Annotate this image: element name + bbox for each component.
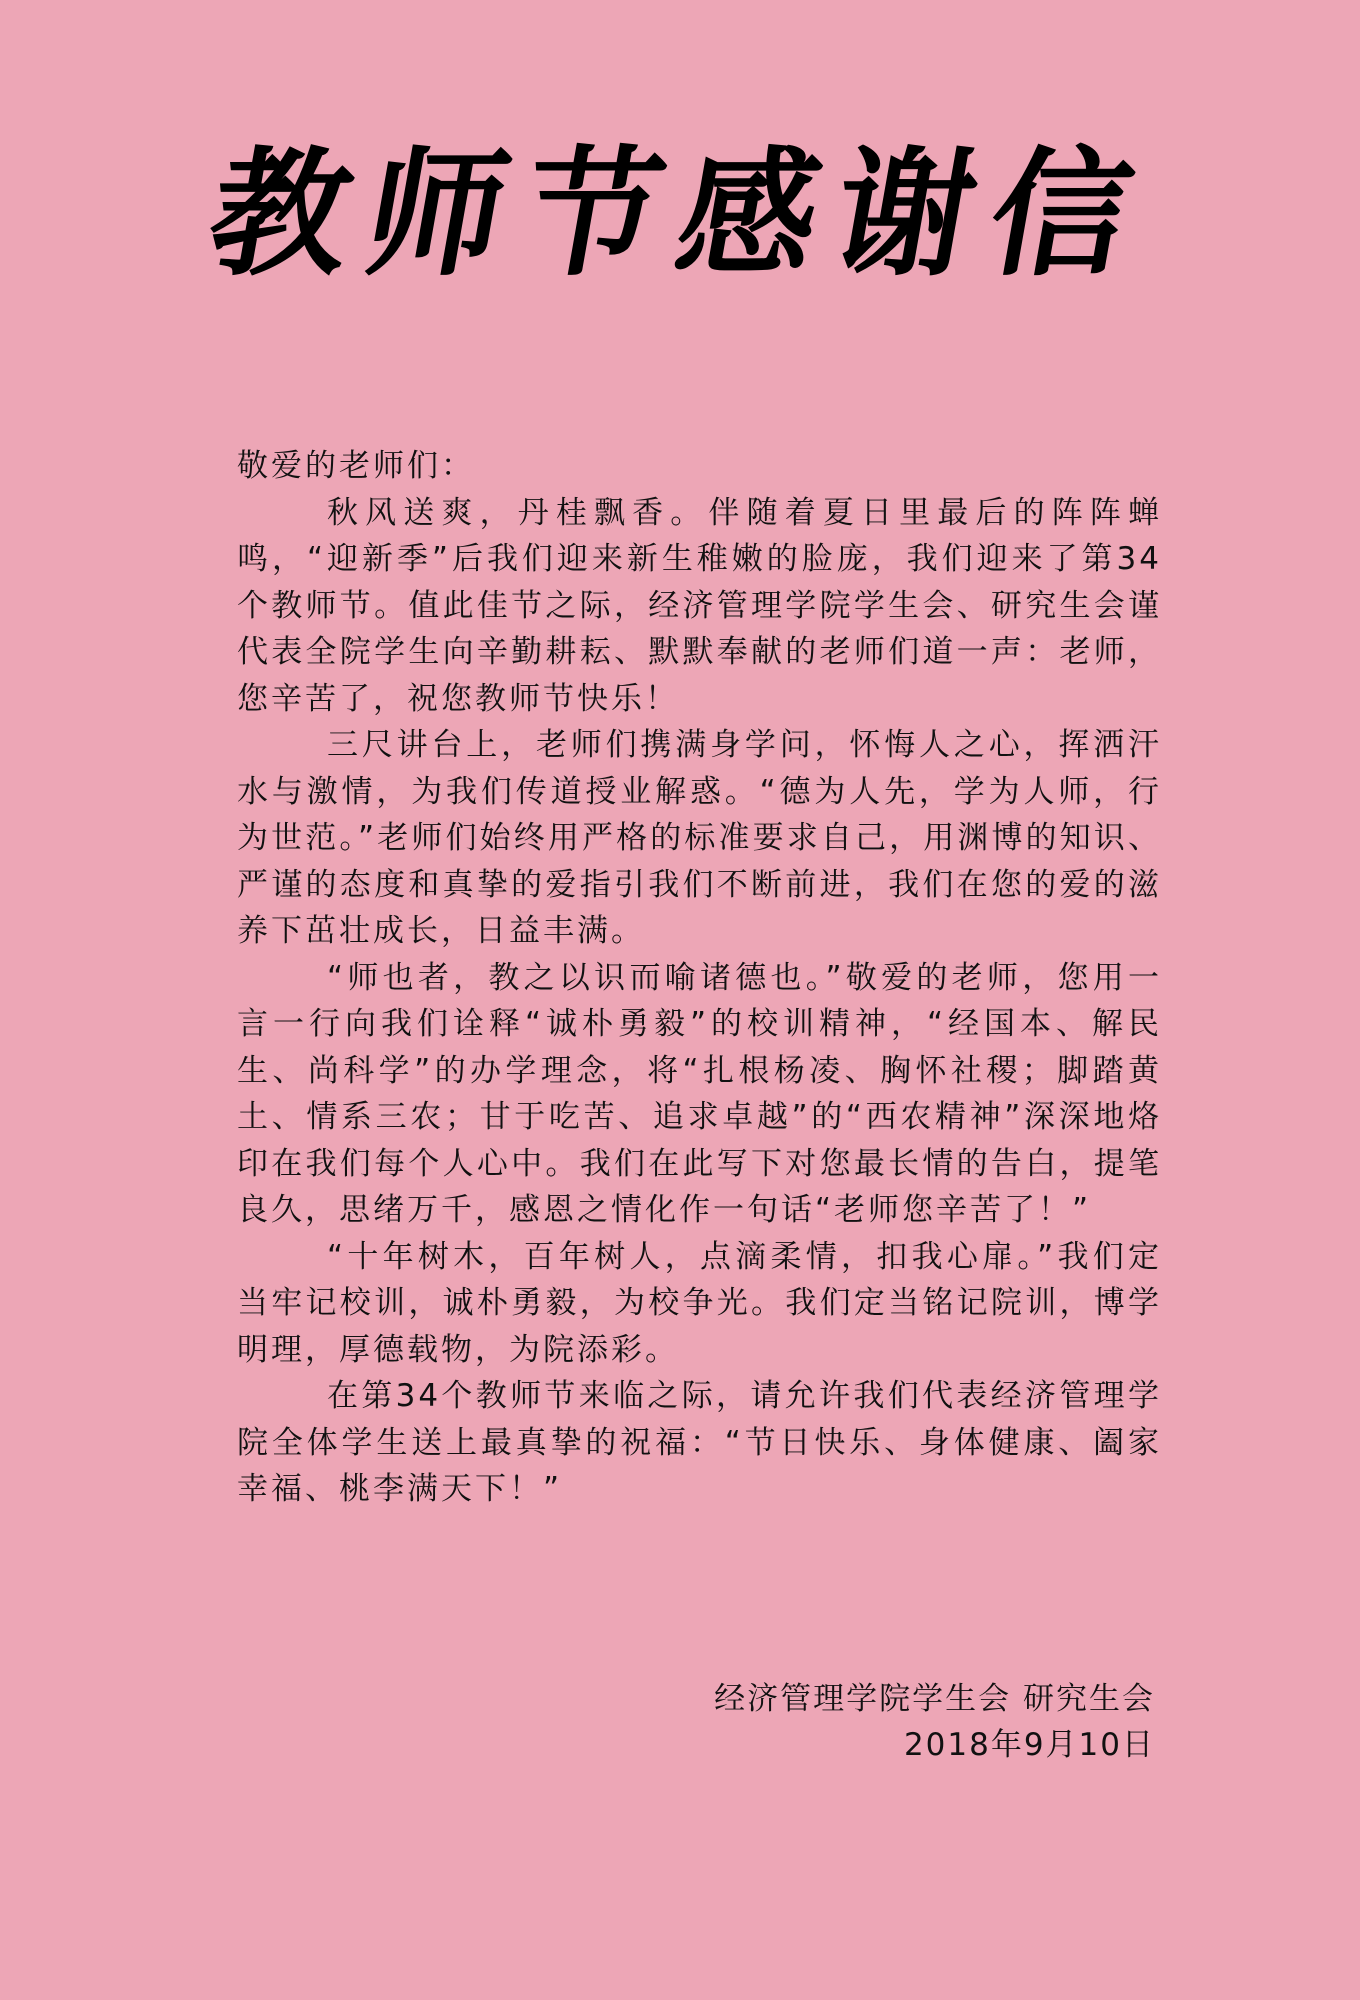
letter-paragraph: 三尺讲台上，老师们携满身学问，怀悔人之心，挥洒汗水与激情，为我们传道授业解惑。“德为人先，学为人师，行为世范。”老师们始终用严格的标准要求自己，用渊博的知识、严谨的态度和真挚的爱指引我们不断前进，我们在您的爱的滋养下茁壮成长，日益丰满。	[237, 727, 1162, 949]
date: 2018年9月10日	[903, 1727, 1155, 1763]
letter-paragraph: “十年树木，百年树人，点滴柔情，扣我心扉。”我们定当牢记校训，诚朴勇毅，为校争光。我们定当铭记院训，博学明理，厚德载物，为院添彩。	[237, 1238, 1162, 1368]
letter-body	[237, 443, 1162, 1513]
signature: 经济管理学院学生会 研究生会	[714, 1681, 1155, 1717]
letter-paragraph: 在第34个教师节来临之际，请允许我们代表经济管理学院全体学生送上最真挚的祝福：“节日快乐、身体健康、阖家幸福、桃李满天下！”	[237, 1378, 1162, 1507]
letter-paragraph: 秋风送爽，丹桂飘香。伴随着夏日里最后的阵阵蝉鸣，“迎新季”后我们迎来新生稚嫩的脸庞，我们迎来了第34个教师节。值此佳节之际，经济管理学院学生会、研究生会谨代表全院学生向辛勤耕耘、默默奉献的老师们道一声：老师，您辛苦了，祝您教师节快乐！	[237, 494, 1162, 717]
letter-title: 教师节感谢信	[197, 132, 1163, 295]
letter-greeting: 敬爱的老师们：	[237, 448, 475, 484]
signature-block	[714, 1676, 1155, 1768]
letter-paragraph: “师也者，教之以识而喻诸德也。”敬爱的老师，您用一言一行向我们诠释“诚朴勇毅”的校训精神，“经国本、解民生、尚科学”的办学理念，将“扎根杨凌、胸怀社稷；脚踏黄土、情系三农；甘于吃苦、追求卓越”的“西农精神”深深地烙印在我们每个人心中。我们在此写下对您最长情的告白，提笔良久，思绪万千，感恩之情化作一句话“老师您辛苦了！”	[237, 959, 1162, 1228]
